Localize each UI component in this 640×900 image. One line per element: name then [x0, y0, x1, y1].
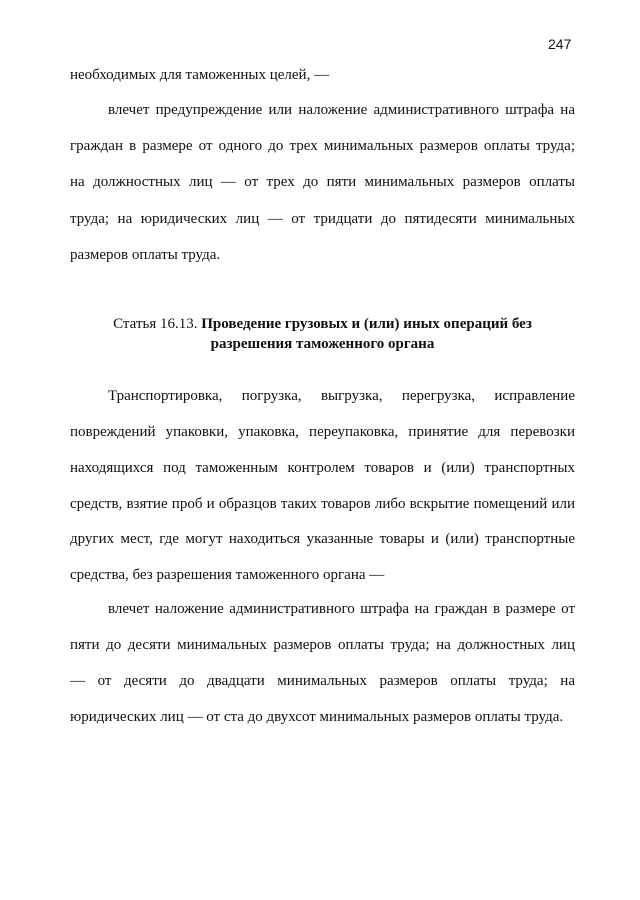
page-number: 247 [548, 36, 572, 52]
text-line: находящихся под таможенным контролем товаров и (или) транспортных [70, 460, 575, 476]
text-line: пяти до десяти минимальных размеров оплаты труда; на должностных лиц [70, 637, 575, 653]
text-line: размеров оплаты труда. [70, 247, 221, 263]
text-line: средства, без разрешения таможенного органа — [70, 567, 385, 583]
text-line: граждан в размере от одного до трех минимальных размеров оплаты труда; [70, 138, 575, 154]
text-line: средств, взятие проб и образцов таких товаров либо вскрытие помещений или [70, 496, 575, 512]
text-line: труда; на юридических лиц — от тридцати до пятидесяти минимальных [70, 211, 575, 227]
text-line: других мест, где могут находиться указанные товары и (или) транспортные [70, 531, 575, 547]
article-title-line2: разрешения таможенного органа [210, 336, 435, 352]
text-line: повреждений упаковки, упаковка, переупаковка, принятие для перевозки [70, 424, 575, 440]
text-line: необходимых для таможенных целей, — [70, 67, 330, 83]
text-line: на должностных лиц — от трех до пяти минимальных размеров оплаты [70, 174, 575, 190]
text-line: влечет предупреждение или наложение административного штрафа на [108, 102, 575, 118]
article-title-line1: Проведение грузовых и (или) иных операций без [201, 316, 532, 332]
text-line: влечет наложение административного штрафа на граждан в размере от [108, 601, 575, 617]
article-number: Статья 16.13. [113, 316, 198, 332]
text-line: — от десяти до двадцати минимальных размеров оплаты труда; на [70, 673, 575, 689]
article-heading-line2 [70, 335, 575, 353]
article-heading [70, 315, 575, 333]
text-line: Транспортировка, погрузка, выгрузка, перегрузка, исправление [108, 388, 575, 404]
text-line: юридических лиц — от ста до двухсот минимальных размеров оплаты труда. [70, 709, 564, 725]
